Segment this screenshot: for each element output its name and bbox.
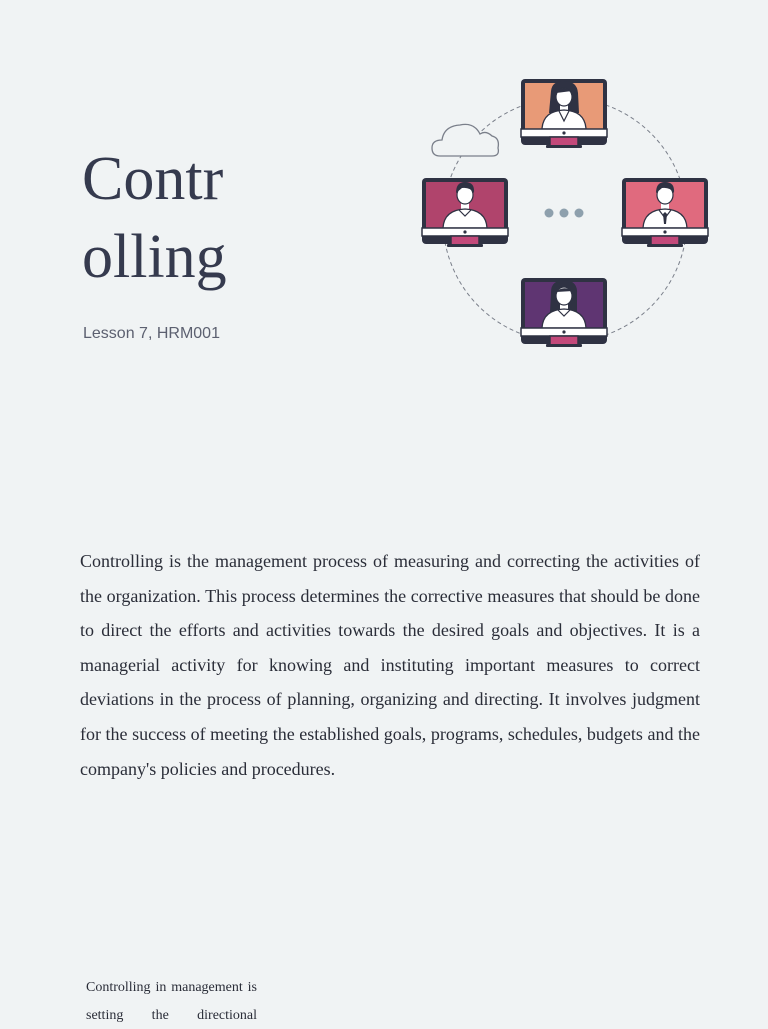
monitor-icon [521, 278, 607, 347]
title-line-1: Contr [82, 145, 224, 213]
monitor-icon [422, 178, 508, 247]
side-paragraph: Controlling in management is setting the directional [86, 980, 257, 1023]
page-title [82, 140, 282, 296]
body-paragraph: Controlling is the management process of measuring and correcting the activities of the organization. This process determines the corrective measures that should be done to direct the efforts and activities towards the desired goals and objectives. It is a managerial activity for knowing and instituting important measures to correct deviations in the process of planning, organizing and directing. It involves judgment for the success of meeting the established goals, programs, schedules, budgets and the company's policies and procedures. [80, 551, 700, 779]
video-conference-illustration [420, 70, 720, 365]
title-line-2: olling [82, 223, 227, 291]
ellipsis-icon [545, 209, 584, 218]
monitor-icon [521, 79, 607, 148]
monitor-icon [622, 178, 708, 247]
lesson-subtitle: Lesson 7, HRM001 [83, 325, 220, 342]
cloud-icon [432, 124, 498, 156]
